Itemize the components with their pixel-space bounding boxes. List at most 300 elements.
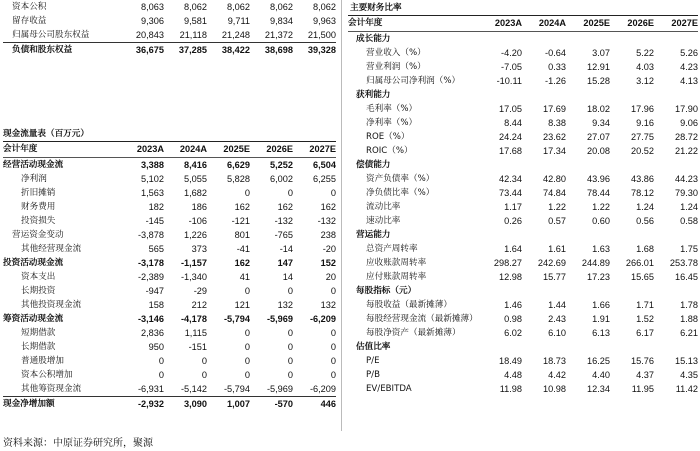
cashflow-row-label: 短期借款	[21, 328, 56, 338]
cashflow-cell: 3,388	[141, 160, 164, 170]
ratios-cell: 44.23	[675, 174, 698, 184]
ratios-cell: 15.28	[587, 76, 610, 86]
cashflow-cell: 0	[201, 356, 207, 366]
cashflow-row-label: 资本公积增加	[21, 370, 73, 380]
ratios-cell: 12.91	[587, 62, 610, 72]
ratios-row-label: 营业收入（%）	[366, 48, 426, 58]
ratios-cell: -0.64	[545, 48, 566, 58]
cashflow-row-label: 筹资活动现金流	[3, 314, 64, 324]
cashflow-cell: 182	[148, 202, 164, 212]
ratios-row	[348, 74, 698, 88]
ratios-cell: 23.62	[543, 132, 566, 142]
balance-cell: 39,328	[293, 43, 336, 58]
ratios-cell: 21.22	[675, 146, 698, 156]
ratios-cell: 27.07	[587, 132, 610, 142]
ratios-cell: 4.40	[592, 370, 610, 380]
cashflow-cell: -132	[274, 216, 293, 226]
ratios-cell: 1.52	[636, 314, 654, 324]
balance-cell: 21,500	[307, 30, 336, 40]
cashflow-cell: 162	[320, 202, 336, 212]
cashflow-cell: 152	[320, 258, 336, 268]
cashflow-row	[3, 158, 336, 173]
ratios-cell: 3.12	[636, 76, 654, 86]
balance-row-label: 资本公积	[12, 2, 47, 12]
ratios-cell: 78.12	[631, 188, 654, 198]
cashflow-cell: 1,226	[184, 230, 207, 240]
cashflow-cell: 0	[287, 286, 293, 296]
balance-cell: 8,062	[184, 2, 207, 12]
ratios-cell: 4.13	[680, 76, 698, 86]
ratios-row-label: 净负债比率（%）	[366, 188, 435, 198]
cashflow-cell: 0	[287, 370, 293, 380]
ratios-row	[348, 256, 698, 270]
ratios-cell: 1.75	[680, 244, 698, 254]
ratios-cell: 27.75	[631, 132, 654, 142]
balance-row-label: 归属母公司股东权益	[12, 30, 90, 40]
ratios-section-label: 每股指标（元）	[356, 286, 417, 296]
cashflow-cell: 162	[277, 202, 293, 212]
ratios-section-row	[348, 32, 698, 47]
cashflow-cell: 0	[330, 286, 336, 296]
cashflow-row-label: 投资损失	[21, 216, 56, 226]
ratios-row-label: P/E	[366, 356, 380, 366]
cashflow-cell: -2,932	[121, 397, 164, 412]
ratios-cell: 1.24	[680, 202, 698, 212]
balance-cell: 9,834	[270, 16, 293, 26]
cashflow-cell: 5,828	[227, 174, 250, 184]
ratios-cell: 1.64	[504, 244, 522, 254]
ratios-cell: 1.68	[636, 244, 654, 254]
ratios-cell: 0.33	[548, 62, 566, 72]
cashflow-cell: 0	[330, 188, 336, 198]
ratios-row	[348, 368, 698, 382]
cashflow-cell: 5,252	[270, 160, 293, 170]
ratios-cell: 1.22	[548, 202, 566, 212]
cashflow-cell: 1,115	[184, 328, 207, 338]
cashflow-cell: 0	[330, 328, 336, 338]
cashflow-cell: 0	[330, 356, 336, 366]
ratios-row-label: ROIC（%）	[366, 146, 413, 156]
balance-row-label: 负债和股东权益	[3, 43, 121, 58]
ratios-title: 主要财务比率	[350, 3, 402, 13]
ratios-section-label: 获利能力	[356, 90, 391, 100]
ratios-cell: 1.24	[636, 202, 654, 212]
balance-cell: 21,248	[221, 30, 250, 40]
ratios-row-label: EV/EBITDA	[366, 384, 412, 394]
cashflow-header-row	[3, 142, 336, 158]
cashflow-cell: 162	[234, 202, 250, 212]
cashflow-cell: 0	[201, 370, 207, 380]
balance-cell: 38,422	[207, 43, 250, 58]
ratios-cell: 17.69	[543, 104, 566, 114]
ratios-row	[348, 200, 698, 214]
cashflow-header-label: 会计年度	[3, 142, 121, 158]
cashflow-row-label: 其他投资现金流	[21, 300, 82, 310]
cashflow-cell: 1,682	[184, 188, 207, 198]
ratios-row-label: ROE（%）	[366, 132, 410, 142]
cashflow-cell: 5,055	[184, 174, 207, 184]
cashflow-cell: -3,146	[137, 314, 164, 324]
ratios-row	[348, 270, 698, 284]
ratios-row-label: 总资产周转率	[366, 244, 418, 254]
cashflow-row	[3, 340, 336, 354]
ratios-cell: 18.02	[587, 104, 610, 114]
ratios-cell: 253.78	[669, 258, 698, 268]
ratios-cell: 78.44	[587, 188, 610, 198]
cashflow-cell: -145	[145, 216, 164, 226]
ratios-cell: 6.13	[592, 328, 610, 338]
balance-row-label: 留存收益	[12, 16, 47, 26]
cashflow-cell: -570	[250, 397, 293, 412]
cashflow-cell: 238	[320, 230, 336, 240]
cashflow-row-label: 普通股增加	[21, 356, 64, 366]
cashflow-cell: -1,157	[180, 258, 207, 268]
ratios-row-label: 应付账款周转率	[366, 272, 427, 282]
balance-cell: 21,372	[264, 30, 293, 40]
cashflow-cell: -6,209	[309, 314, 336, 324]
cashflow-cell: -20	[322, 244, 336, 254]
balance-cell: 9,581	[184, 16, 207, 26]
ratios-row	[348, 60, 698, 74]
ratios-cell: 6.10	[548, 328, 566, 338]
cashflow-cell: -3,878	[137, 230, 164, 240]
ratios-row	[348, 46, 698, 60]
cashflow-cell: 0	[244, 286, 250, 296]
ratios-cell: 0.58	[680, 216, 698, 226]
cashflow-cell: 0	[287, 328, 293, 338]
cashflow-cell: -765	[274, 230, 293, 240]
ratios-row	[348, 326, 698, 340]
cashflow-row-label: 现金净增加额	[3, 397, 121, 412]
cashflow-cell: 132	[320, 300, 336, 310]
cashflow-cell: 0	[158, 356, 164, 366]
balance-sheet-table	[3, 0, 336, 57]
cashflow-row	[3, 326, 336, 340]
cashflow-cell: 41	[239, 272, 250, 282]
balance-cell: 37,285	[164, 43, 207, 58]
cashflow-cell: 6,629	[227, 160, 250, 170]
ratios-cell: 4.23	[680, 62, 698, 72]
ratios-year: 2024A	[522, 16, 566, 32]
ratios-cell: 79.30	[675, 188, 698, 198]
source-note: 资料来源：中原证券研究所，聚源	[3, 438, 153, 449]
cashflow-cell: 1,563	[141, 188, 164, 198]
balance-cell: 9,306	[141, 16, 164, 26]
ratios-row-label: P/B	[366, 370, 380, 380]
ratios-cell: 17.34	[543, 146, 566, 156]
ratios-cell: 15.77	[543, 272, 566, 282]
cashflow-cell: -3,178	[137, 258, 164, 268]
balance-cell: 8,062	[313, 2, 336, 12]
cashflow-row-label: 净利润	[21, 174, 47, 184]
balance-cell: 8,062	[227, 2, 250, 12]
ratios-cell: 5.26	[680, 48, 698, 58]
ratios-cell: 4.48	[504, 370, 522, 380]
cashflow-row	[3, 382, 336, 397]
ratios-cell: 10.98	[543, 384, 566, 394]
ratios-row-label: 速动比率	[366, 216, 401, 226]
cashflow-cell: 801	[234, 230, 250, 240]
cashflow-year: 2023A	[121, 142, 164, 158]
cashflow-cell: -5,142	[180, 384, 207, 394]
balance-row	[3, 43, 336, 58]
ratios-row	[348, 298, 698, 312]
ratios-section-label: 营运能力	[356, 230, 391, 240]
ratios-table	[348, 15, 698, 396]
ratios-cell: 1.91	[592, 314, 610, 324]
cashflow-year: 2026E	[250, 142, 293, 158]
ratios-cell: -1.26	[545, 76, 566, 86]
cashflow-cell: 950	[148, 342, 164, 352]
ratios-cell: 1.63	[592, 244, 610, 254]
cashflow-cell: -6,931	[137, 384, 164, 394]
cashflow-title: 现金流量表（百万元）	[3, 129, 89, 139]
ratios-section-label: 偿债能力	[356, 160, 391, 170]
ratios-row	[348, 130, 698, 144]
cashflow-cell: 0	[244, 342, 250, 352]
ratios-cell: 1.61	[548, 244, 566, 254]
cashflow-year: 2024A	[164, 142, 207, 158]
cashflow-row-label: 长期投资	[21, 286, 56, 296]
cashflow-row	[3, 397, 336, 412]
cashflow-row-label: 投资活动现金流	[3, 258, 64, 268]
cashflow-cell: 0	[330, 370, 336, 380]
ratios-cell: 4.42	[548, 370, 566, 380]
cashflow-cell: -6,209	[309, 384, 336, 394]
ratios-cell: 17.05	[499, 104, 522, 114]
ratios-section-row	[348, 88, 698, 102]
ratios-cell: 0.57	[548, 216, 566, 226]
cashflow-cell: 446	[293, 397, 336, 412]
cashflow-cell: 1,007	[207, 397, 250, 412]
balance-row	[3, 14, 336, 28]
ratios-cell: 0.98	[504, 314, 522, 324]
cashflow-row-label: 长期借款	[21, 342, 56, 352]
ratios-cell: 16.45	[675, 272, 698, 282]
ratios-cell: 9.34	[592, 118, 610, 128]
ratios-row	[348, 186, 698, 200]
cashflow-cell: 158	[148, 300, 164, 310]
ratios-cell: -10.11	[496, 76, 522, 86]
cashflow-cell: -5,969	[266, 384, 293, 394]
cashflow-cell: 0	[244, 328, 250, 338]
cashflow-cell: -14	[279, 244, 293, 254]
cashflow-row	[3, 298, 336, 312]
cashflow-row	[3, 200, 336, 214]
ratios-cell: 73.44	[499, 188, 522, 198]
ratios-cell: 1.88	[680, 314, 698, 324]
cashflow-row-label: 营运资金变动	[12, 230, 64, 240]
ratios-row	[348, 242, 698, 256]
cashflow-row	[3, 284, 336, 298]
ratios-row-label: 营业利润（%）	[366, 62, 426, 72]
ratios-row-label: 流动比率	[366, 202, 401, 212]
ratios-row-label: 每股经营现金流（最新摊薄）	[366, 314, 478, 324]
ratios-cell: 12.98	[499, 272, 522, 282]
ratios-year: 2026E	[610, 16, 654, 32]
ratios-section-row	[348, 284, 698, 298]
ratios-cell: 18.49	[499, 356, 522, 366]
ratios-cell: 17.90	[675, 104, 698, 114]
ratios-cell: 8.38	[548, 118, 566, 128]
cashflow-row-label: 折旧摊销	[21, 188, 56, 198]
ratios-cell: 4.37	[636, 370, 654, 380]
ratios-cell: 1.22	[592, 202, 610, 212]
ratios-cell: 6.21	[680, 328, 698, 338]
cashflow-cell: 6,002	[270, 174, 293, 184]
ratios-section-label: 成长能力	[356, 34, 391, 44]
ratios-cell: -7.05	[501, 62, 522, 72]
balance-cell: 8,062	[270, 2, 293, 12]
ratios-row	[348, 382, 698, 396]
cashflow-row	[3, 186, 336, 200]
cashflow-cell: 2,836	[141, 328, 164, 338]
cashflow-row	[3, 312, 336, 326]
column-divider	[341, 0, 342, 431]
ratios-cell: 28.72	[675, 132, 698, 142]
ratios-cell: 4.35	[680, 370, 698, 380]
cashflow-table	[3, 141, 336, 411]
cashflow-cell: 373	[191, 244, 207, 254]
ratios-row	[348, 102, 698, 116]
ratios-header-row	[348, 16, 698, 32]
cashflow-cell: 162	[234, 258, 250, 268]
cashflow-cell: 565	[148, 244, 164, 254]
cashflow-cell: 0	[287, 188, 293, 198]
ratios-row-label: 净利率（%）	[366, 118, 418, 128]
ratios-cell: 6.02	[504, 328, 522, 338]
ratios-cell: 74.84	[543, 188, 566, 198]
cashflow-cell: 0	[330, 342, 336, 352]
cashflow-cell: 6,255	[313, 174, 336, 184]
ratios-row	[348, 312, 698, 326]
cashflow-cell: -1,340	[180, 272, 207, 282]
ratios-row	[348, 144, 698, 158]
ratios-cell: 11.95	[631, 384, 654, 394]
cashflow-cell: -2,389	[137, 272, 164, 282]
cashflow-cell: -5,794	[223, 314, 250, 324]
cashflow-row	[3, 270, 336, 284]
ratios-cell: 17.23	[587, 272, 610, 282]
ratios-cell: 20.52	[631, 146, 654, 156]
ratios-cell: 1.46	[504, 300, 522, 310]
cashflow-cell: -5,969	[266, 314, 293, 324]
ratios-cell: 2.43	[548, 314, 566, 324]
ratios-section-row	[348, 340, 698, 354]
cashflow-row-label: 经营活动现金流	[3, 160, 64, 170]
balance-cell: 9,711	[227, 16, 250, 26]
ratios-cell: 1.66	[592, 300, 610, 310]
ratios-section-row	[348, 228, 698, 242]
cashflow-row	[3, 214, 336, 228]
ratios-cell: 8.44	[504, 118, 522, 128]
ratios-row-label: 资产负债率（%）	[366, 174, 435, 184]
cashflow-year: 2027E	[293, 142, 336, 158]
ratios-cell: 15.65	[631, 272, 654, 282]
cashflow-cell: -41	[236, 244, 250, 254]
balance-cell: 8,063	[141, 2, 164, 12]
ratios-row-label: 应收账款周转率	[366, 258, 427, 268]
cashflow-cell: -132	[317, 216, 336, 226]
ratios-row-label: 毛利率（%）	[366, 104, 418, 114]
ratios-cell: 6.17	[636, 328, 654, 338]
cashflow-cell: -947	[145, 286, 164, 296]
balance-cell: 36,675	[121, 43, 164, 58]
ratios-row	[348, 116, 698, 130]
ratios-cell: 15.13	[675, 356, 698, 366]
cashflow-cell: 212	[191, 300, 207, 310]
cashflow-row-label: 其他筹资现金流	[21, 384, 82, 394]
ratios-cell: 242.69	[537, 258, 566, 268]
ratios-cell: 3.07	[592, 48, 610, 58]
ratios-cell: -4.20	[501, 48, 522, 58]
balance-row	[3, 0, 336, 14]
ratios-cell: 1.44	[548, 300, 566, 310]
ratios-cell: 0.26	[504, 216, 522, 226]
cashflow-cell: -121	[231, 216, 250, 226]
ratios-cell: 43.96	[587, 174, 610, 184]
balance-cell: 21,118	[179, 30, 207, 40]
cashflow-cell: 0	[244, 356, 250, 366]
ratios-cell: 17.96	[631, 104, 654, 114]
ratios-year: 2025E	[566, 16, 610, 32]
cashflow-year: 2025E	[207, 142, 250, 158]
ratios-row-label: 每股净资产（最新摊薄）	[366, 328, 461, 338]
cashflow-row	[3, 172, 336, 186]
cashflow-cell: 3,090	[164, 397, 207, 412]
ratios-cell: 24.24	[499, 132, 522, 142]
ratios-cell: 1.17	[504, 202, 522, 212]
cashflow-cell: 5,102	[141, 174, 164, 184]
ratios-cell: 42.80	[543, 174, 566, 184]
ratios-cell: 0.60	[592, 216, 610, 226]
cashflow-cell: 0	[244, 188, 250, 198]
cashflow-cell: 121	[234, 300, 250, 310]
cashflow-cell: -4,178	[180, 314, 207, 324]
cashflow-row	[3, 256, 336, 270]
ratios-cell: 4.03	[636, 62, 654, 72]
cashflow-cell: 14	[282, 272, 293, 282]
balance-cell: 38,698	[250, 43, 293, 58]
ratios-cell: 1.78	[680, 300, 698, 310]
ratios-cell: 43.86	[631, 174, 654, 184]
cashflow-cell: 6,504	[313, 160, 336, 170]
cashflow-cell: -5,794	[223, 384, 250, 394]
cashflow-cell: 0	[287, 342, 293, 352]
cashflow-cell: -29	[193, 286, 207, 296]
cashflow-cell: 132	[277, 300, 293, 310]
balance-cell: 9,963	[313, 16, 336, 26]
ratios-cell: 1.71	[636, 300, 654, 310]
ratios-year: 2027E	[654, 16, 698, 32]
ratios-section-label: 估值比率	[356, 342, 391, 352]
ratios-cell: 9.16	[636, 118, 654, 128]
ratios-cell: 16.25	[587, 356, 610, 366]
cashflow-cell: 186	[191, 202, 207, 212]
cashflow-row	[3, 242, 336, 256]
cashflow-row-label: 其他经营现金流	[21, 244, 82, 254]
ratios-row	[348, 172, 698, 186]
cashflow-row	[3, 368, 336, 382]
ratios-cell: 11.98	[499, 384, 522, 394]
ratios-cell: 5.22	[636, 48, 654, 58]
cashflow-cell: 147	[277, 258, 293, 268]
cashflow-cell: 0	[158, 370, 164, 380]
balance-cell: 20,843	[135, 30, 164, 40]
cashflow-row	[3, 228, 336, 242]
cashflow-cell: 0	[287, 356, 293, 366]
ratios-row	[348, 214, 698, 228]
